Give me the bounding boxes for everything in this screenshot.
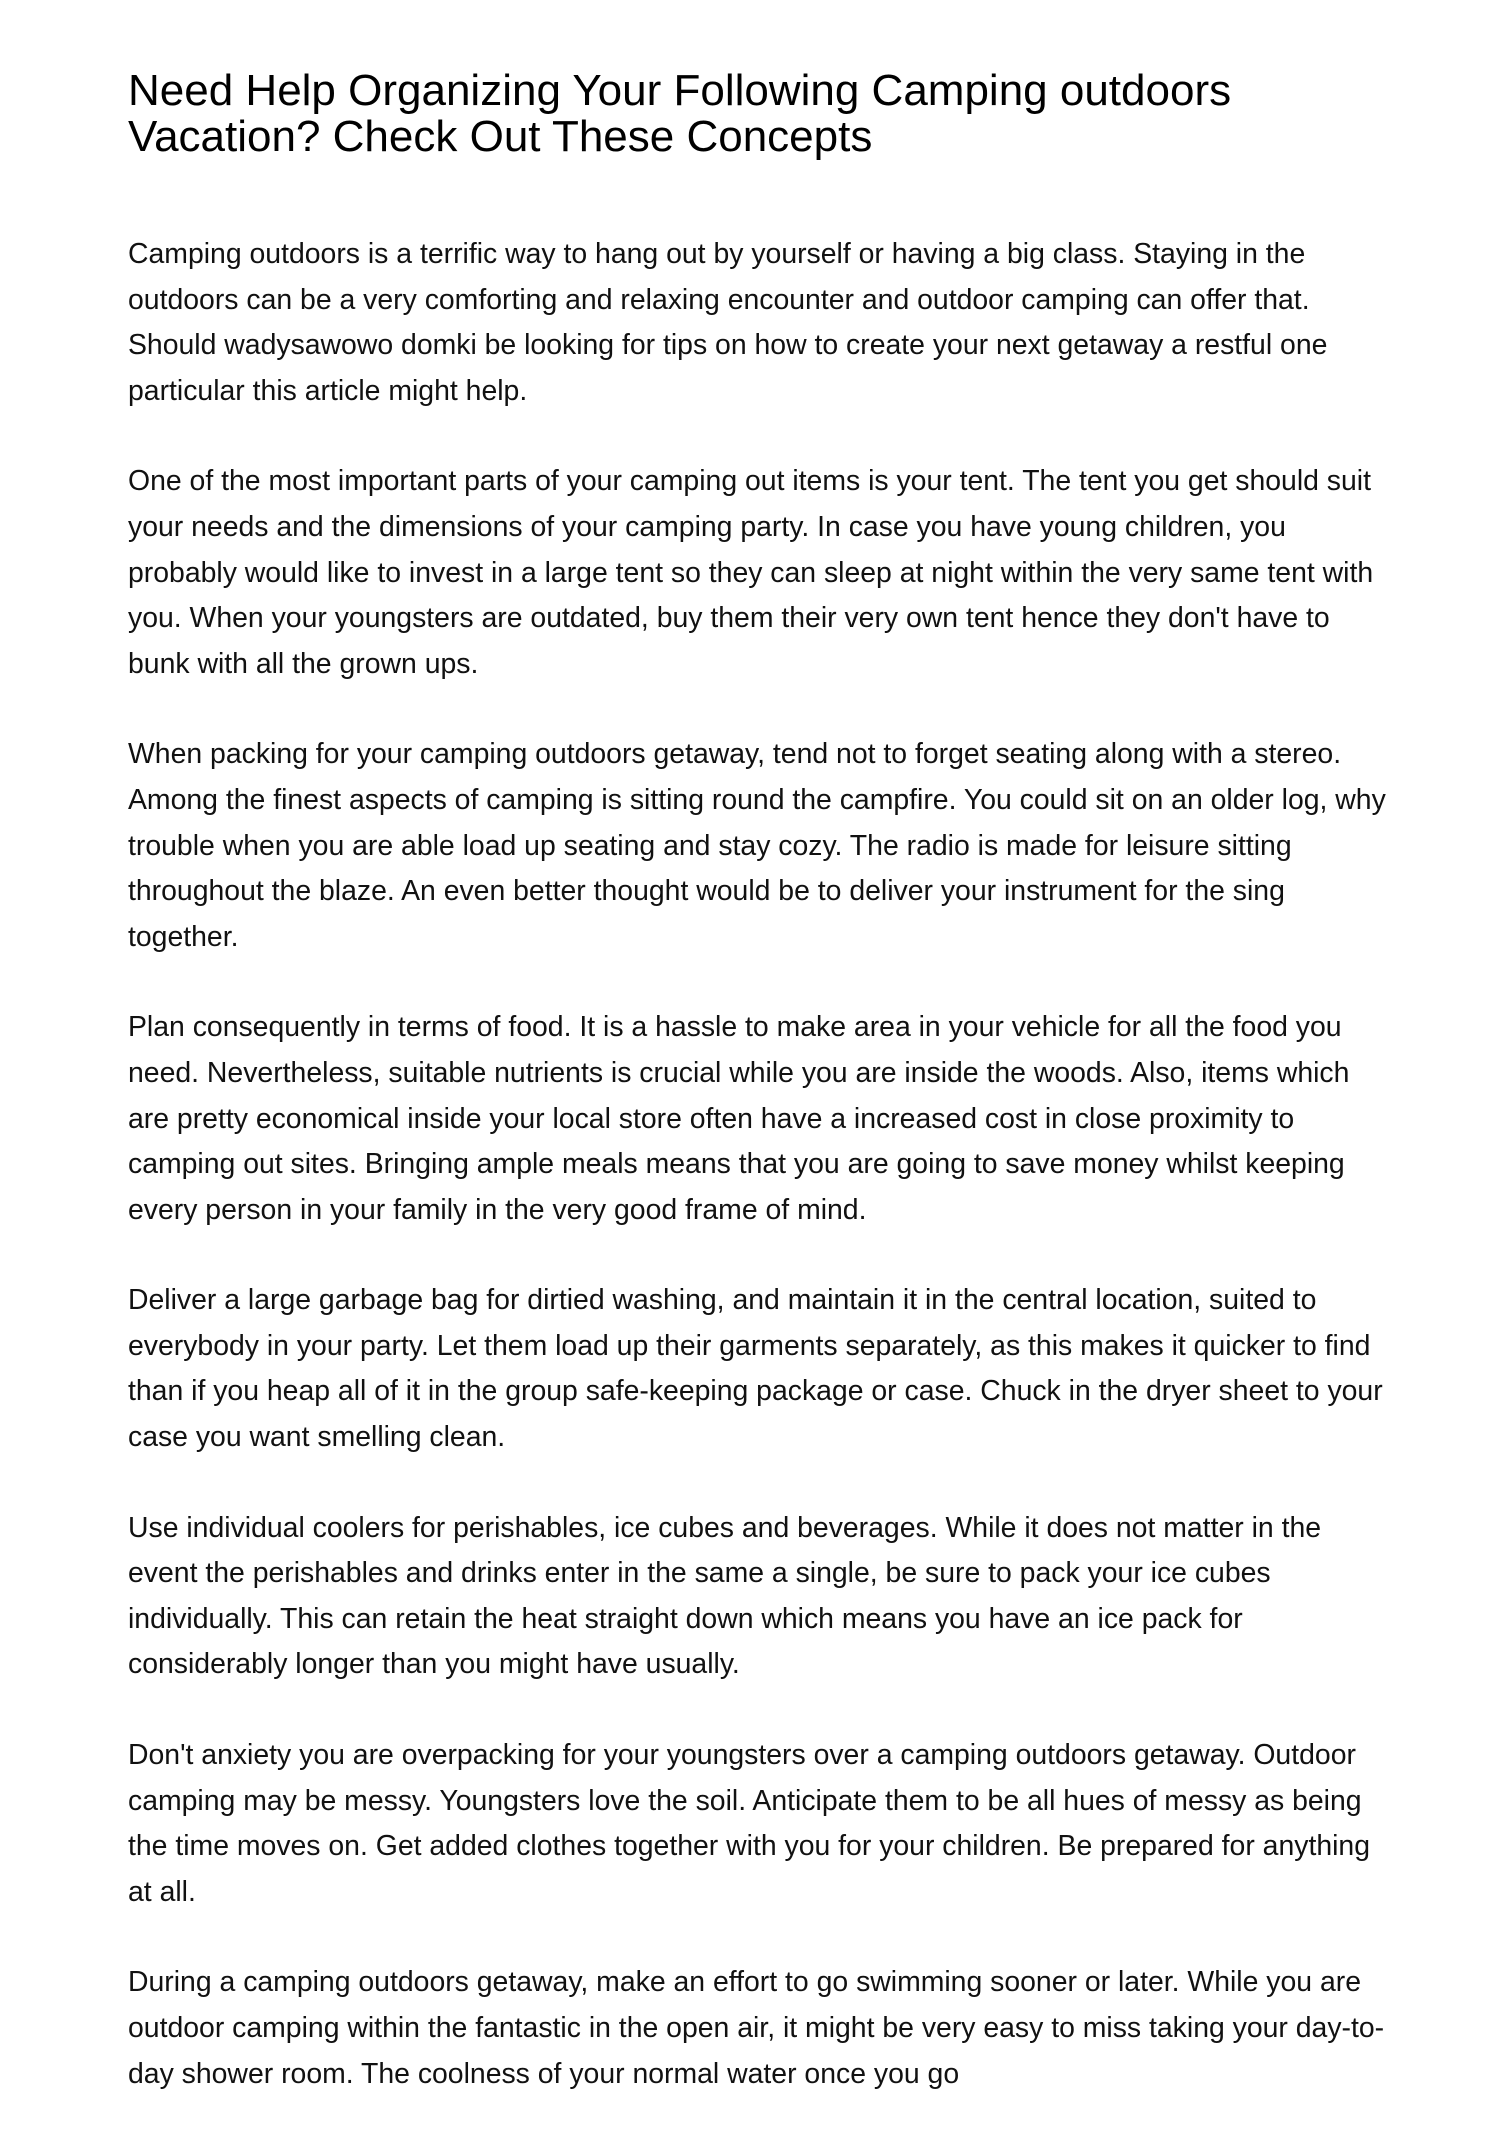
paragraph-6: Use individual coolers for perishables, ice cubes and beverages. While it does not matter in the event the perishables and drinks enter in the same a single, be sure to pack your ice cubes individually. This can retain the heat straight down which means you have an ice pack for considerably longer than you might have usually. — [128, 1511, 1322, 1681]
document-page — [128, 68, 1390, 2142]
paragraph-7: Don't anxiety you are overpacking for your youngsters over a camping outdoors getaway. Outdoor camping may be messy. Youngsters love the soil. Anticipate them to be all hues of messy as being the time moves on. Get added clothes together with you for your children. Be prepared for anything at all. — [128, 1739, 1371, 1908]
paragraph-8: During a camping outdoors getaway, make an effort to go swimming sooner or later. While you are outdoor camping within the fantastic in the open air, it might be very easy to miss taking your day-to-day shower room. The coolness of your normal water once you go — [128, 1966, 1385, 2090]
paragraph-3: When packing for your camping outdoors getaway, tend not to forget seating along with a stereo. Among the finest aspects of camping is sitting round the campfire. You could sit on an older log, why trouble when you are able load up seating and stay cozy. The radio is made for leisure sitting throughout the blaze. An even better thought would be to deliver your instrument for the sing together. — [128, 738, 1386, 953]
page-title: Need Help Organizing Your Following Camping outdoors Vacation? Check Out These Concepts — [128, 66, 1232, 161]
paragraph-4: Plan consequently in terms of food. It is a hassle to make area in your vehicle for all the food you need. Nevertheless, suitable nutrients is crucial while you are inside the woods. Also, items which are pretty economical inside your local store often have a increased cost in close proximity to camping out sites. Bringing ample meals means that you are going to save money whilst keeping every person in your family in the very good frame of mind. — [128, 1011, 1350, 1226]
paragraph-1: Camping outdoors is a terrific way to hang out by yourself or having a big class. Staying in the outdoors can be a very comforting and relaxing encounter and outdoor camping can offer that. Should wadysawowo domki be looking for tips on how to create your next getaway a restful one particular this article might help. — [128, 238, 1328, 407]
paragraph-2: One of the most important parts of your camping out items is your tent. The tent you get should suit your needs and the dimensions of your camping party. In case you have young children, you probably would like to invest in a large tent so they can sleep at night within the very same tent with you. When your youngsters are outdated, buy them their very own tent hence they don't have to bunk with all the grown ups. — [128, 465, 1374, 680]
paragraph-5: Deliver a large garbage bag for dirtied washing, and maintain it in the central location, suited to everybody in your party. Let them load up their garments separately, as this makes it quicker to find than if you heap all of it in the group safe-keeping package or case. Chuck in the dryer sheet to your case you want smelling clean. — [128, 1284, 1383, 1454]
article-body — [128, 232, 1390, 2097]
